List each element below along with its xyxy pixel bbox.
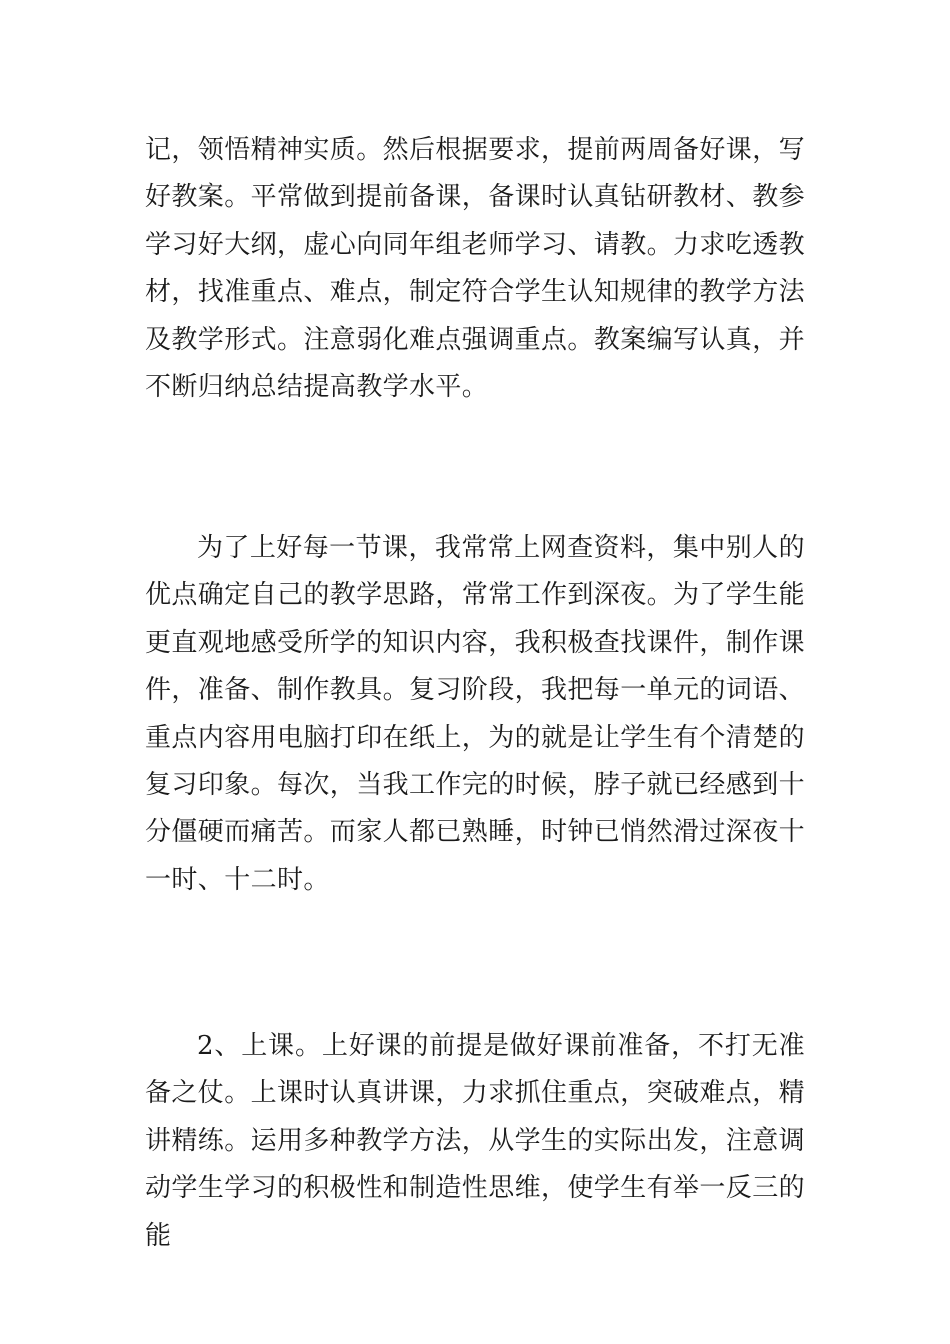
paragraph-teaching-in-class: 2、上课。上好课的前提是做好课前准备，不打无准备之仗。上课时认真讲课，力求抓住重点，突破难点，精讲精练。运用多种教学方法，从学生的实际出发，注意调动学生学习的积极性和制造性思维，使学生有举一反三的能 [145,1031,806,1251]
paragraph-preparing-each-class: 为了上好每一节课，我常常上网查资料，集中别人的优点确定自己的教学思路，常常工作到深夜。为了学生能更直观地感受所学的知识内容，我积极查找课件，制作课件，准备、制作教具。复习阶段，我把每一单元的词语、重点内容用电脑打印在纸上，为的就是让学生有个清楚的复习印象。每次，当我工作完的时候，脖子就已经感到十分僵硬而痛苦。而家人都已熟睡，时钟已悄然滑过深夜十一时、十二时。 [145,533,806,895]
paragraph-lesson-preparation-continued: 记，领悟精神实质。然后根据要求，提前两周备好课，写好教案。平常做到提前备课，备课时认真钻研教材、教参学习好大纲，虚心向同年组老师学习、请教。力求吃透教材，找准重点、难点，制定符合学生认知规律的教学方法及教学形式。注意弱化难点强调重点。教案编写认真，并不断归纳总结提高教学水平。 [145,135,806,403]
